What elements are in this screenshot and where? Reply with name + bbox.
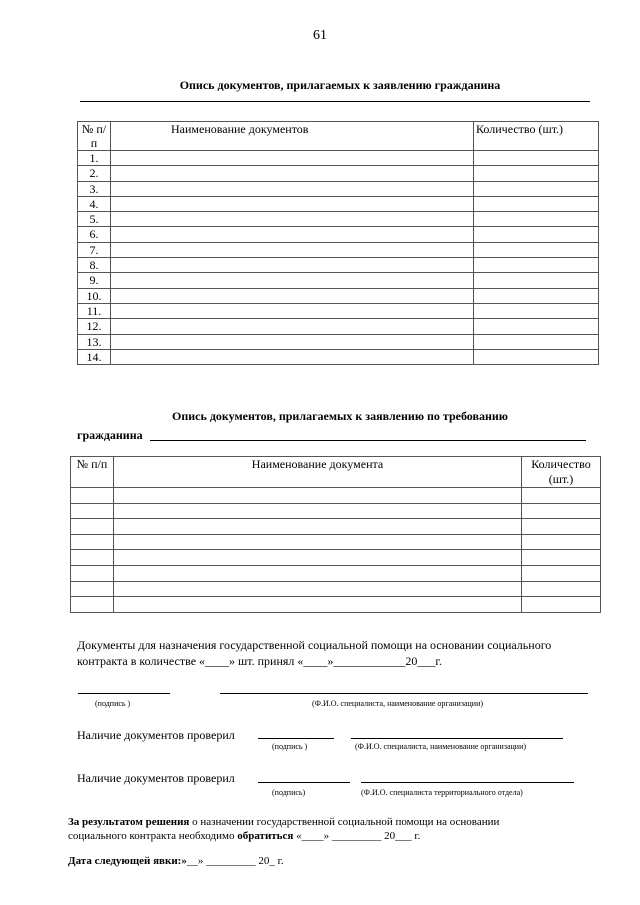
row-name-cell[interactable] bbox=[111, 166, 474, 181]
table-row bbox=[78, 196, 599, 211]
table-row bbox=[78, 212, 599, 227]
row-number: 10. bbox=[78, 288, 111, 303]
row-qty-cell[interactable] bbox=[522, 534, 601, 550]
row-name-cell[interactable] bbox=[111, 227, 474, 242]
row-qty-cell[interactable] bbox=[474, 258, 599, 273]
table-row bbox=[78, 227, 599, 242]
row-number: 2. bbox=[78, 166, 111, 181]
table-row bbox=[78, 242, 599, 257]
signature-caption: (подпись ) bbox=[95, 699, 131, 708]
row-qty-cell[interactable] bbox=[522, 550, 601, 566]
table-header-row bbox=[71, 457, 601, 488]
row-name-cell[interactable] bbox=[111, 242, 474, 257]
table-header-row bbox=[78, 122, 599, 151]
result-text3: «____» _________ 20___ г. bbox=[293, 830, 421, 842]
row-qty-cell[interactable] bbox=[474, 151, 599, 166]
row-qty-cell[interactable] bbox=[522, 565, 601, 581]
row-name-cell[interactable] bbox=[114, 581, 522, 597]
row-qty-cell[interactable] bbox=[522, 519, 601, 535]
row-number-cell[interactable] bbox=[71, 597, 114, 613]
header-qty: Количество (шт.) bbox=[474, 122, 599, 151]
check2-signature-line bbox=[258, 782, 350, 783]
signature-line bbox=[78, 693, 170, 694]
section1-name-line bbox=[80, 101, 590, 102]
docs-line2: контракта в количестве «____» шт. принял «____»____________20___г. bbox=[77, 654, 442, 668]
section1-table bbox=[77, 121, 599, 365]
table-row bbox=[78, 288, 599, 303]
section2-table bbox=[70, 456, 601, 613]
table-row bbox=[78, 151, 599, 166]
row-qty-cell[interactable] bbox=[474, 273, 599, 288]
result-paragraph bbox=[68, 815, 598, 843]
row-name-cell[interactable] bbox=[111, 273, 474, 288]
table-row bbox=[78, 303, 599, 318]
row-number: 4. bbox=[78, 196, 111, 211]
row-number-cell[interactable] bbox=[71, 565, 114, 581]
row-qty-cell[interactable] bbox=[522, 488, 601, 504]
table-row bbox=[71, 550, 601, 566]
row-qty-cell[interactable] bbox=[474, 349, 599, 364]
table-row bbox=[71, 565, 601, 581]
header-name: Наименование документа bbox=[114, 457, 522, 488]
docs-paragraph bbox=[77, 637, 607, 669]
header-name: Наименование документов bbox=[111, 122, 474, 151]
section2-title: Опись документов, прилагаемых к заявлению по требованию bbox=[172, 409, 508, 423]
row-number: 9. bbox=[78, 273, 111, 288]
row-number: 1. bbox=[78, 151, 111, 166]
row-number-cell[interactable] bbox=[71, 488, 114, 504]
check1-fio-caption: (Ф.И.О. специалиста, наименование организации) bbox=[355, 742, 527, 751]
row-qty-cell[interactable] bbox=[474, 166, 599, 181]
next-visit-label: Дата следующей явки:» bbox=[68, 855, 187, 867]
table-row bbox=[71, 503, 601, 519]
result-line1 bbox=[68, 815, 598, 829]
section2-name-line bbox=[150, 440, 586, 441]
row-number: 14. bbox=[78, 349, 111, 364]
row-number: 13. bbox=[78, 334, 111, 349]
table-row bbox=[78, 166, 599, 181]
check2-fio-line bbox=[361, 782, 574, 783]
page-number: 61 bbox=[313, 28, 327, 43]
row-number: 11. bbox=[78, 303, 111, 318]
row-name-cell[interactable] bbox=[111, 196, 474, 211]
row-number: 6. bbox=[78, 227, 111, 242]
row-qty-cell[interactable] bbox=[474, 303, 599, 318]
fio-line bbox=[220, 693, 588, 694]
header-qty: Количество (шт.) bbox=[522, 457, 601, 488]
check1-signature-line bbox=[258, 738, 334, 739]
row-qty-cell[interactable] bbox=[474, 319, 599, 334]
check1-fio-line bbox=[351, 738, 563, 739]
table-row bbox=[71, 519, 601, 535]
row-number-cell[interactable] bbox=[71, 519, 114, 535]
row-qty-cell[interactable] bbox=[522, 503, 601, 519]
check2-signature-caption: (подпись) bbox=[272, 788, 306, 797]
row-number-cell[interactable] bbox=[71, 550, 114, 566]
row-name-cell[interactable] bbox=[111, 319, 474, 334]
row-name-cell[interactable] bbox=[114, 565, 522, 581]
header-num: № п/п bbox=[71, 457, 114, 488]
row-name-cell[interactable] bbox=[114, 488, 522, 504]
row-name-cell[interactable] bbox=[111, 181, 474, 196]
header-num: № п/п bbox=[78, 122, 111, 151]
next-visit bbox=[68, 853, 284, 869]
row-qty-cell[interactable] bbox=[522, 597, 601, 613]
row-name-cell[interactable] bbox=[111, 303, 474, 318]
result-bold2: обратиться bbox=[237, 830, 294, 842]
check1-label: Наличие документов проверил bbox=[77, 728, 235, 742]
row-number: 8. bbox=[78, 258, 111, 273]
row-qty-cell[interactable] bbox=[474, 227, 599, 242]
row-number-cell[interactable] bbox=[71, 503, 114, 519]
row-number-cell[interactable] bbox=[71, 534, 114, 550]
row-name-cell[interactable] bbox=[111, 349, 474, 364]
docs-line1: Документы для назначения государственной социальной помощи на основании социального bbox=[77, 638, 552, 652]
row-number: 5. bbox=[78, 212, 111, 227]
table-row bbox=[78, 273, 599, 288]
row-name-cell[interactable] bbox=[111, 212, 474, 227]
result-text2: социального контракта необходимо bbox=[68, 830, 238, 842]
fio-caption: (Ф.И.О. специалиста, наименование организации) bbox=[312, 699, 484, 708]
row-name-cell[interactable] bbox=[111, 151, 474, 166]
row-qty-cell[interactable] bbox=[474, 212, 599, 227]
section1-title: Опись документов, прилагаемых к заявлению гражданина bbox=[179, 78, 501, 92]
table-row bbox=[78, 181, 599, 196]
table-row bbox=[78, 349, 599, 364]
row-name-cell[interactable] bbox=[114, 597, 522, 613]
row-qty-cell[interactable] bbox=[474, 181, 599, 196]
row-number-cell[interactable] bbox=[71, 581, 114, 597]
row-number: 7. bbox=[78, 242, 111, 257]
row-number: 3. bbox=[78, 181, 111, 196]
row-qty-cell[interactable] bbox=[474, 288, 599, 303]
result-line2 bbox=[68, 829, 598, 843]
row-name-cell[interactable] bbox=[114, 550, 522, 566]
next-visit-value: __» _________ 20_ г. bbox=[186, 855, 284, 867]
check2-label: Наличие документов проверил bbox=[77, 771, 235, 785]
table-row bbox=[71, 534, 601, 550]
result-text1: о назначении государственной социальной помощи на основании bbox=[189, 816, 500, 828]
row-name-cell[interactable] bbox=[111, 334, 474, 349]
check1-signature-caption: (подпись ) bbox=[272, 742, 308, 751]
table-row bbox=[78, 258, 599, 273]
table-row bbox=[71, 581, 601, 597]
section2-title-line2: гражданина bbox=[77, 428, 143, 442]
row-qty-cell[interactable] bbox=[474, 334, 599, 349]
row-name-cell[interactable] bbox=[114, 534, 522, 550]
row-name-cell[interactable] bbox=[111, 258, 474, 273]
row-name-cell[interactable] bbox=[114, 519, 522, 535]
table-row bbox=[78, 334, 599, 349]
row-qty-cell[interactable] bbox=[474, 196, 599, 211]
check2-fio-caption: (Ф.И.О. специалиста территориального отдела) bbox=[361, 788, 523, 797]
table-row bbox=[71, 597, 601, 613]
table-row bbox=[78, 319, 599, 334]
result-bold1: За результатом решения bbox=[68, 816, 190, 828]
row-qty-cell[interactable] bbox=[522, 581, 601, 597]
row-qty-cell[interactable] bbox=[474, 242, 599, 257]
row-name-cell[interactable] bbox=[111, 288, 474, 303]
row-name-cell[interactable] bbox=[114, 503, 522, 519]
table-row bbox=[71, 488, 601, 504]
row-number: 12. bbox=[78, 319, 111, 334]
